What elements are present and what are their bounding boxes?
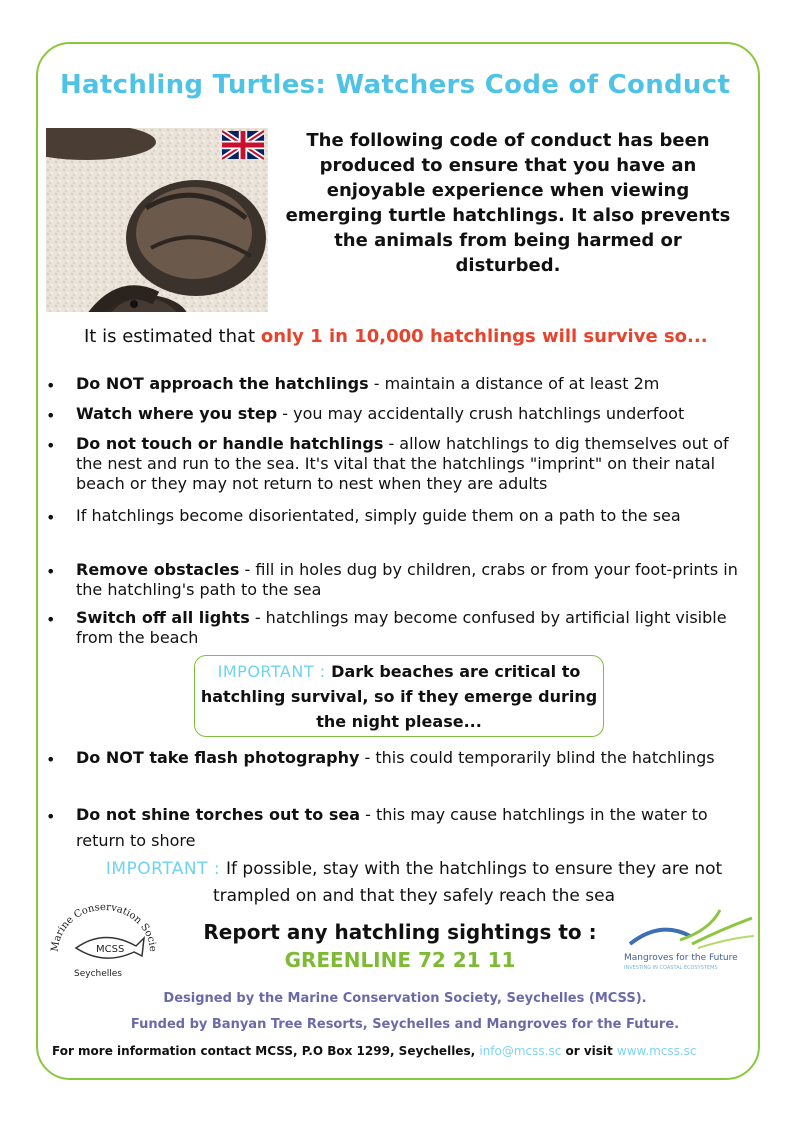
bullet-heading: Do NOT approach the hatchlings <box>76 374 369 393</box>
important-box-text: Dark beaches are critical to hatchling survival, so if they emerge during the night please... <box>200 662 598 731</box>
email-link[interactable]: info@mcss.sc <box>479 1044 562 1058</box>
bullet-icon: • <box>46 508 56 527</box>
logo-center-text: MCSS <box>96 944 125 955</box>
estimate-prefix: It is estimated that <box>84 326 261 347</box>
bullet-heading: Remove obstacles <box>76 560 240 579</box>
bullet-text: - this may cause hatchlings in the water to return to shore <box>76 805 708 850</box>
bullet-text: - allow hatchlings to dig themselves out of the nest and run to the sea. It's vital that the hatchlings "imprint" on their natal beach or they may not return to nest when they are adults <box>76 434 729 493</box>
bullet-icon: • <box>46 610 56 629</box>
contact-middle: or visit <box>561 1044 617 1058</box>
bullet-text: - hatchlings may become confused by artificial light visible from the beach <box>76 608 727 647</box>
bullet-icon: • <box>46 376 56 395</box>
bullet-text: - this could temporarily blind the hatchlings <box>359 748 715 767</box>
bullet-text: - maintain a distance of at least 2m <box>368 374 660 393</box>
bullet-icon: • <box>46 436 56 455</box>
important-dark-beaches-box <box>194 655 604 737</box>
greenline-number: GREENLINE 72 21 11 <box>284 948 516 972</box>
bullet-heading: Watch where you step <box>76 404 278 423</box>
bullet-heading: Do not touch or handle hatchlings <box>76 434 384 453</box>
credit-line: Designed by the Marine Conservation Society, Seychelles (MCSS). <box>163 991 647 1006</box>
contact-info <box>52 1044 752 1058</box>
survival-estimate <box>84 326 744 347</box>
mangroves-logo <box>620 900 760 970</box>
estimate-highlight: only 1 in 10,000 hatchlings will survive so... <box>260 326 708 347</box>
bullet-heading: Do not shine torches out to sea <box>76 805 360 824</box>
important-label: IMPORTANT : <box>217 662 332 681</box>
bullet-icon: • <box>46 406 56 425</box>
bullet-icon: • <box>46 807 56 826</box>
bullet-heading: Switch off all lights <box>76 608 250 627</box>
credits <box>80 986 730 1038</box>
report-sightings <box>180 918 620 974</box>
contact-prefix: For more information contact MCSS, P.O Box 1299, Seychelles, <box>52 1044 480 1058</box>
intro-text: The following code of conduct has been produced to ensure that you have an enjoyable experience when viewing emerging turtle hatchlings. It also prevents the animals from being harmed or disturbed. <box>285 130 731 276</box>
bullet-icon: • <box>46 750 56 769</box>
mangroves-tagline: INVESTING IN COASTAL ECOSYSTEMS <box>624 965 718 970</box>
mcss-logo <box>44 900 164 980</box>
bullet-heading: Do NOT take flash photography <box>76 748 360 767</box>
bullet-text: - fill in holes dug by children, crabs or from your foot-prints in the hatchling's path to the sea <box>76 560 738 599</box>
uk-flag-icon <box>222 130 264 160</box>
important-note-text: If possible, stay with the hatchlings to ensure they are not trampled on and that they safely reach the sea <box>212 859 723 906</box>
report-heading: Report any hatchling sightings to : <box>203 920 597 944</box>
logo-ring-text: Marine Conservation Socie <box>49 901 159 953</box>
bullet-text: If hatchlings become disorientated, simply guide them on a path to the sea <box>76 506 681 525</box>
bullet-icon: • <box>46 562 56 581</box>
important-label: IMPORTANT : <box>105 859 227 879</box>
logo-bottom-text: Seychelles <box>74 969 122 979</box>
website-link[interactable]: www.mcss.sc <box>616 1044 697 1058</box>
credit-line: Funded by Banyan Tree Resorts, Seychelles and Mangroves for the Future. <box>130 1017 680 1032</box>
bullet-text: - you may accidentally crush hatchlings underfoot <box>277 404 685 423</box>
mangroves-name: Mangroves for the Future <box>624 953 738 963</box>
page-title: Hatchling Turtles: Watchers Code of Conduct <box>60 70 731 100</box>
